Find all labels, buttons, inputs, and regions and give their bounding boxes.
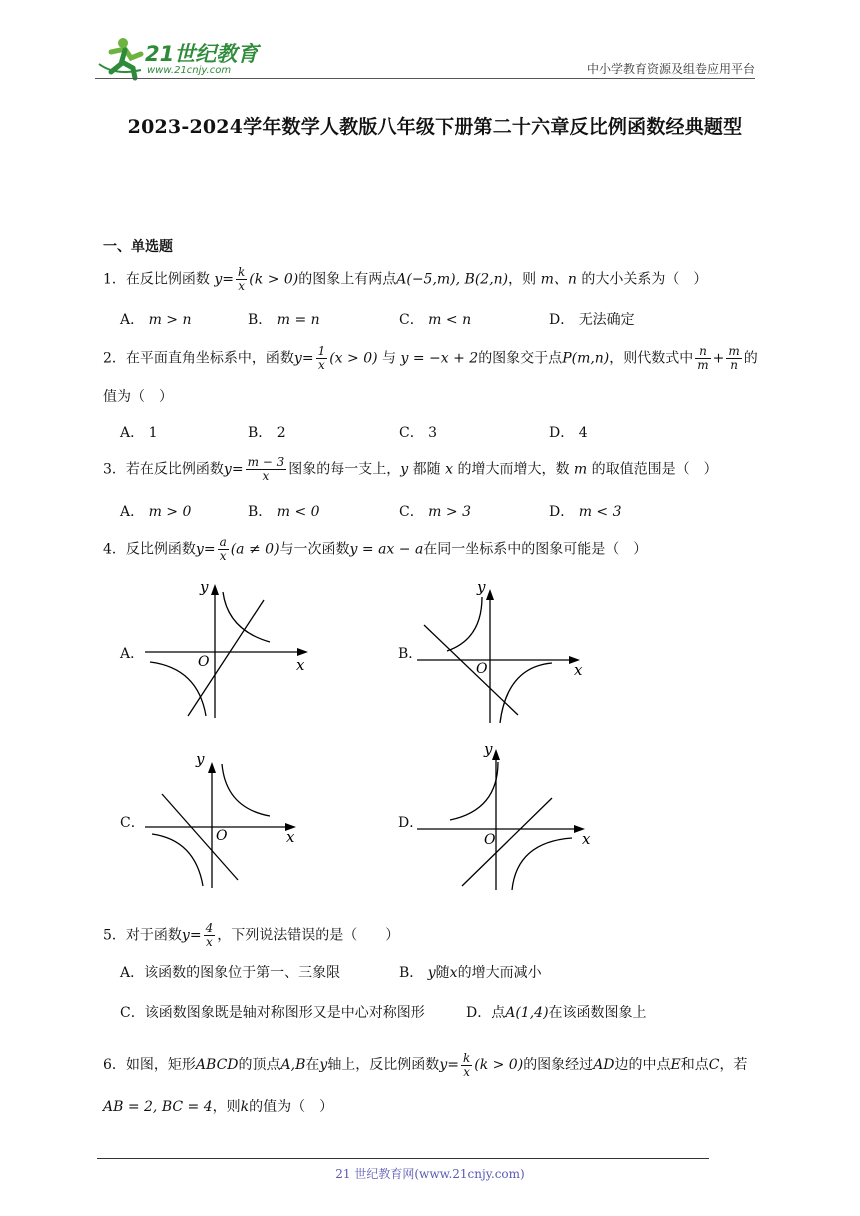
q3-option-a[interactable]: A． m > 0 — [120, 504, 192, 520]
q4-option-b[interactable]: B． — [398, 646, 423, 662]
q5-option-d[interactable]: D．点A(1,4)在该函数图象上 — [466, 1005, 647, 1021]
platform-name: 中小学教育资源及组卷应用平台 — [586, 62, 755, 76]
question-1: 1．在反比例函数 y= $\frac{k}{x}$ (k > 0)的图象上有两点A(−5,m), B(2,n)，则 m、n 的大小关系为（ ） — [103, 265, 708, 293]
q5-option-a[interactable]: A．该函数的图象位于第一、三象限 — [120, 965, 341, 981]
graph-d-ylabel: y — [484, 742, 493, 758]
q5-option-c[interactable]: C．该函数图象既是轴对称图形又是中心对称图形 — [120, 1005, 425, 1021]
graph-d — [412, 742, 592, 892]
q5-option-b[interactable]: B． y随x的增大而减小 — [399, 965, 542, 981]
q2-option-c[interactable]: C． 3 — [399, 425, 438, 441]
graph-c-xlabel: x — [286, 828, 295, 846]
q4-option-d[interactable]: D． — [398, 815, 424, 831]
footer-link[interactable]: 21 世纪教育网(www.21cnjy.com) — [335, 1167, 525, 1181]
graph-a-ylabel: y — [200, 578, 209, 596]
q4-option-c[interactable]: C． — [120, 815, 145, 831]
page-title: 2023-2024学年数学人教版八年级下册第二十六章反比例函数经典题型 — [127, 116, 743, 138]
section-heading: 一、单选题 — [103, 239, 173, 255]
q1-option-a[interactable]: A． m > n — [120, 312, 192, 328]
q3-option-c[interactable]: C． m > 3 — [399, 504, 471, 520]
logo-text: 21世纪教育 — [145, 42, 259, 66]
graph-a — [140, 570, 320, 720]
graph-a-xlabel: x — [296, 656, 305, 674]
graph-b — [412, 575, 592, 725]
q1-option-c[interactable]: C． m < n — [399, 312, 472, 328]
q2-option-d[interactable]: D． 4 — [549, 425, 588, 441]
question-5: 5．对于函数y= $\frac{4}{x}$ ，下列说法错误的是（ ） — [103, 921, 400, 949]
q1-option-d[interactable]: D． 无法确定 — [549, 312, 635, 328]
q2-option-b[interactable]: B． 2 — [248, 425, 286, 441]
header-divider — [95, 78, 755, 79]
question-6: 6．如图，矩形ABCD的顶点A,B在y轴上，反比例函数y= $\frac{k}{x}$ (k > 0)的图象经过AD边的中点E和点C，若AB = 2, BC = 4，则k的值为（ ） — [103, 1050, 748, 1115]
site-logo — [95, 34, 260, 82]
q4-option-a[interactable]: A． — [120, 646, 145, 662]
graph-b-xlabel: x — [574, 661, 583, 679]
q1-option-b[interactable]: B． m = n — [248, 312, 320, 328]
graph-c — [140, 742, 320, 892]
q2-option-a[interactable]: A． 1 — [120, 425, 158, 441]
question-2: 2．在平面直角坐标系中，函数y= $\frac{1}{x}$ (x > 0) 与 y = −x + 2的图象交于点P(m,n)，则代数式中 $\frac{n}{m}$ + $\frac{m}{n}$ 的 — [103, 344, 758, 372]
graph-b-ylabel: y — [477, 578, 486, 596]
footer-divider — [97, 1158, 709, 1159]
graph-d-xlabel: x — [582, 830, 591, 848]
graph-d-origin: O — [484, 832, 496, 848]
graph-c-ylabel: y — [196, 750, 205, 768]
question-2-cont: 值为（ ） — [103, 389, 173, 405]
graph-a-origin: O — [198, 654, 210, 670]
q3-option-b[interactable]: B． m < 0 — [248, 504, 320, 520]
question-3: 3．若在反比例函数y= $\frac{m - 3}{x}$ 图象的每一支上，y 都随 x 的增大而增大，数 m 的取值范围是（ ） — [103, 455, 718, 483]
logo-url: www.21cnjy.com — [147, 65, 232, 76]
graph-c-origin: O — [216, 828, 228, 844]
fraction: $\frac{k}{x}$ — [238, 265, 246, 293]
q3-option-d[interactable]: D． m < 3 — [549, 504, 622, 520]
graph-b-origin: O — [476, 661, 488, 677]
question-4: 4．反比例函数y= $\frac{a}{x}$ (a ≠ 0)与一次函数y = ax − a在同一坐标系中的图象可能是（ ） — [103, 535, 648, 563]
